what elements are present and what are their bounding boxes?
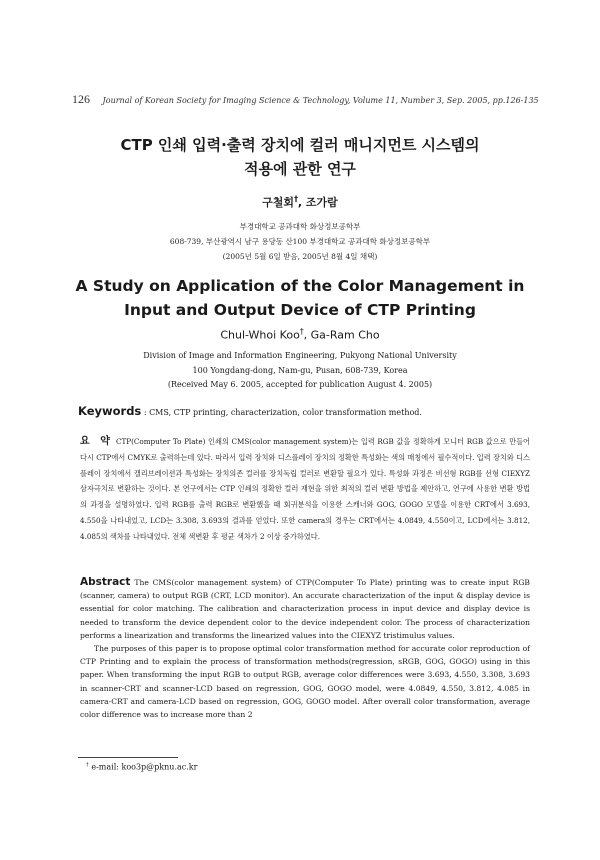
english-author-1: Chul-Whoi Koo	[220, 328, 300, 342]
english-received-dates: (Received May 6. 2005, accepted for publication August 4. 2005)	[167, 380, 433, 389]
korean-affiliation-line: 부경대학교 공과대학 화상정보공학부	[239, 222, 361, 231]
corresponding-mark: †	[294, 194, 298, 204]
korean-received-dates: (2005년 5월 6일 받음, 2005년 8월 4일 채택)	[222, 252, 378, 261]
korean-authors	[0, 194, 600, 210]
english-title	[40, 274, 560, 322]
english-abstract-text: The CMS(color management system) of CTP(Computer To Plate) printing was to create input RGB (scanner, camera) to output RGB (CRT, LCD monitor). An accurate characterization of the input & display device is essential for color matching. The calibration and characterization process in input device and display device is needed to transform the device dependent color to the device independent color. The process of characterization performs a linearization and transforms the linearized values into the CIEXYZ tristimulus values.	[80, 578, 530, 640]
english-affiliation-line: 100 Yongdang-dong, Nam-gu, Pusan, 608-739, Korea	[192, 365, 408, 375]
english-title-line1: A Study on Application of the Color Management in	[75, 277, 525, 295]
footnote-divider	[78, 757, 178, 758]
korean-abstract	[80, 434, 530, 545]
english-abstract-para2: The purposes of this paper is to propose optimal color transformation method for accurate color reproduction of CTP Printing and to explain the process of transformation methods(regression, sRGB, GOG, GOGO) using in this paper. When transforming the input RGB to output RGB, average color differences were 3.693, 4.550, 3.308, 3.693 in scanner-CRT and scanner-LCD based on regression, GOG, GOGO model, were 4.0849, 4.550, 3.812, 4.085 in camera-CRT and camera-LCD based on regression, GOG, GOGO model. After overall color transformation, average color difference was to increase more than 2	[80, 644, 530, 720]
korean-abstract-label: 요 약	[80, 436, 110, 447]
korean-title	[40, 133, 560, 181]
korean-title-line1: CTP 인쇄 입력·출력 장치에 컬러 매니지먼트 시스템의	[120, 136, 480, 154]
korean-author-1: 구철회	[262, 196, 295, 209]
footnote-email: e-mail: koo3p@pknu.ac.kr	[88, 762, 198, 772]
english-affiliation-line: Division of Image and Information Engineering, Pukyong National University	[143, 351, 457, 360]
page-number: 126	[72, 92, 90, 106]
korean-title-line2: 적용에 관한 연구	[244, 160, 356, 178]
running-header	[72, 92, 542, 107]
author-separator: ,	[297, 196, 306, 209]
korean-abstract-text: CTP(Computer To Plate) 인쇄의 CMS(color management system)는 입력 RGB 값을 정확하게 모니터 RGB 값으로 만들어 다시 CTP에서 CMYK로 출력하는데 있다. 따라서 입력 장치와 디스플레이 장치의 정확한 특성화는 색의 매칭에서 필수적이다. 입력 장치와 디스플레이 장치에서 캘리브레이션과 특성화는 장치의존 컬러를 장치독립 컬러로 변환할 필요가 있다. 특성화 과정은 비선형 RGB를 선형 CIEXYZ 삼자극치로 변환하는 것이다. 본 연구에서는 CTP 인쇄의 정확한 컬러 재현을 위한 최적의 컬러 변환 방법을 제안하고, 연구에 사용한 변환 방법의 과정을 설명하였다. 입력 RGB를 출력 RGB로 변환했을 때 회귀분석을 이용한 스캐너와 GOG, GOGO 모델을 이용한 CRT에서 3.693, 4.550을 나타내었고, LCD는 3.308, 3.693의 결과를 얻었다. 또한 camera의 경우는 CRT에서는 4.0849, 4.550이고, LCD에서는 3.812, 4.085의 색차를 나타내었다. 전체 색변환 후 평균 색차가 2 이상 증가하였다.	[80, 437, 530, 541]
english-abstract	[80, 576, 530, 721]
footnote	[86, 762, 197, 772]
korean-affiliation	[40, 219, 560, 264]
english-affiliation	[40, 349, 560, 393]
english-abstract-label: Abstract	[80, 576, 131, 588]
author-separator: ,	[303, 328, 311, 342]
english-title-line2: Input and Output Device of CTP Printing	[124, 301, 476, 319]
journal-citation: Journal of Korean Society for Imaging Science & Technology, Volume 11, Number 3, Sep. 2005, pp.126-135	[102, 96, 539, 105]
korean-author-2: 조가람	[305, 196, 338, 209]
footnote-mark: †	[86, 762, 89, 768]
english-authors	[0, 327, 600, 342]
english-author-2: Ga-Ram Cho	[310, 328, 380, 342]
keywords-label: Keywords	[78, 404, 142, 418]
english-abstract-para1	[80, 576, 530, 642]
corresponding-mark: †	[299, 327, 304, 336]
korean-affiliation-line: 608-739, 부산광역시 남구 용당동 산100 부경대학교 공과대학 화상정보공학부	[169, 237, 431, 246]
keywords	[78, 404, 538, 418]
keywords-text: : CMS, CTP printing, characterization, color transformation method.	[141, 408, 422, 417]
